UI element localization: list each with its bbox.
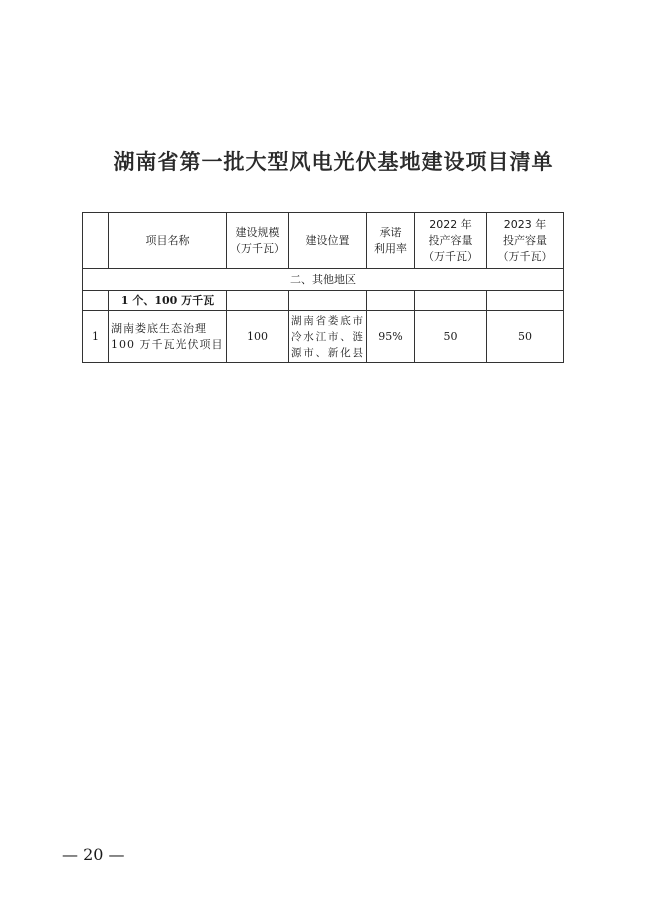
row-scale: 100 <box>227 311 289 363</box>
header-capacity-2022-line-2: 投产容量 <box>428 233 473 247</box>
header-scale-line-1: 建设规模 <box>235 225 280 239</box>
row-project-name: 湖南娄底生态治理 100 万千瓦光伏项目 <box>109 311 227 363</box>
group-index-cell <box>83 291 109 311</box>
row-index: 1 <box>83 311 109 363</box>
row-capacity-2023: 50 <box>487 311 564 363</box>
row-location: 湖南省娄底市冷水江市、涟源市、新化县 <box>289 311 367 363</box>
header-capacity-2022-line-1: 2022 年 <box>429 217 472 231</box>
group-row <box>83 291 564 311</box>
row-utilization: 95% <box>367 311 415 363</box>
header-location: 建设位置 <box>289 213 367 269</box>
group-empty-cell <box>227 291 289 311</box>
header-index <box>83 213 109 269</box>
table-header-row <box>83 213 564 269</box>
header-capacity-2023-line-1: 2023 年 <box>503 217 547 231</box>
region-label: 二、其他地区 <box>83 269 564 291</box>
project-list-table <box>82 212 564 363</box>
header-scale-line-2: （万千瓦） <box>230 241 285 255</box>
header-capacity-2022-line-3: （万千瓦） <box>423 249 478 263</box>
header-capacity-2023-line-2: 投产容量 <box>503 233 547 247</box>
header-capacity-2023-line-3: （万千瓦） <box>497 249 553 263</box>
group-empty-cell <box>487 291 564 311</box>
group-empty-cell <box>367 291 415 311</box>
header-name: 项目名称 <box>109 213 227 269</box>
header-utilization <box>367 213 415 269</box>
group-empty-cell <box>289 291 367 311</box>
header-capacity-2023 <box>487 213 564 269</box>
group-label: 1 个、100 万千瓦 <box>109 291 227 311</box>
page-title: 湖南省第一批大型风电光伏基地建设项目清单 <box>113 149 554 174</box>
header-scale <box>227 213 289 269</box>
row-capacity-2022: 50 <box>415 311 487 363</box>
header-capacity-2022 <box>415 213 487 269</box>
page-number: — 20 — <box>62 845 125 864</box>
table-row <box>83 311 564 363</box>
region-row <box>83 269 564 291</box>
header-utilization-line-1: 承诺 <box>379 225 402 239</box>
header-utilization-line-2: 利用率 <box>374 241 407 255</box>
group-empty-cell <box>415 291 487 311</box>
